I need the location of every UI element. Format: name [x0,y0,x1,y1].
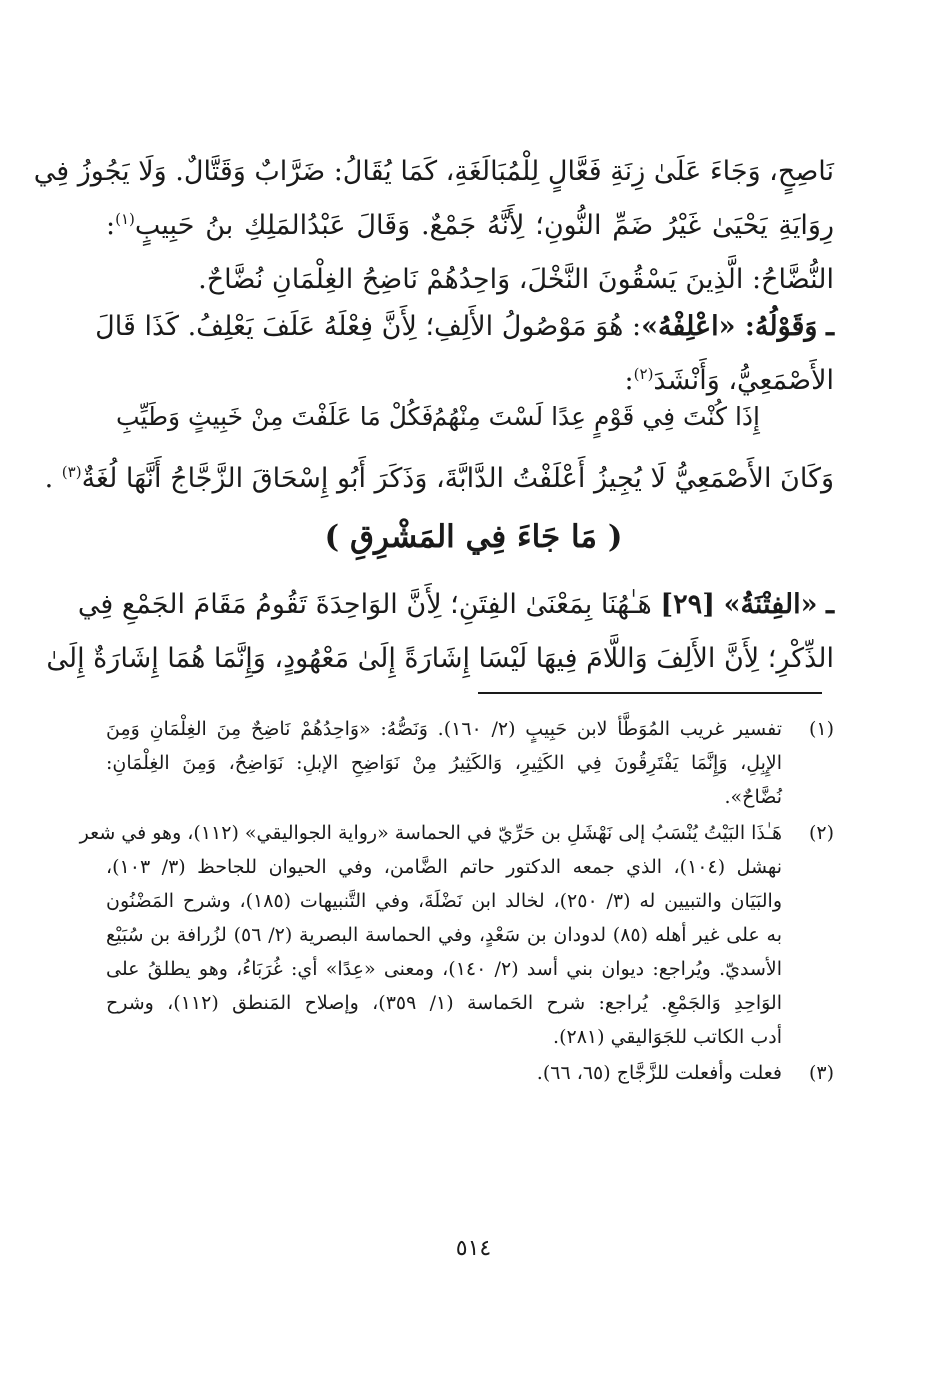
section-heading: ( مَا جَاءَ فِي المَشْرِقِ ) [324,519,623,555]
entry-dash: ـ [826,311,834,342]
text-line [44,452,834,506]
text-segment: هَـٰهُنَا بِمَعْنَىٰ الفِتَنِ؛ لِأَنَّ الوَاحِدَةَ تَقُومُ مَقَامَ الجَمْعِ فِي [77,589,652,620]
entry-dash: ـ [826,589,834,620]
footnote-body [106,1056,782,1090]
text-line [77,578,834,632]
footnote-line: والبَيَان والتبيين له (٣/ ٢٥٠)، لخالد ابن نَضْلَةَ، وفي التَّنبيهات (١٨٥)، وشرح المَضْنُون [106,890,783,912]
poetry-verse [106,402,834,442]
footnotes [79,712,834,1090]
entry-term: «الفِتْنَةُ» [723,589,818,620]
footnote-line: به على غير أهله (٨٥) لدودان بن سَعْدٍ، وفي الحماسة البصرية (٢/ ٥٦) لزُرافة بن سُبَيْع [106,924,783,946]
footnote-line: هَـٰذَا البَيْتُ يُنْسَبُ إلى نَهْشَلِ بن حَرِّيّ في الحماسة «رواية الجواليقي» (١١٢)، وهو في شعر [79,822,782,844]
footnote-body [79,816,783,1054]
text-line: الذِّكْرِ؛ لِأَنَّ الأَلِفَ وَاللَّامَ فِيهَا لَيْسَا إِشَارَةً إِلَىٰ مَعْهُودٍ، وَإِنَّمَا هُمَا إِشَارَةٌ إِلَىٰ [46,643,834,674]
verse-first-hemistich: إِذَا كُنْتَ فِي قَوْمٍ عِدًا لَسْتَ مِنْهُمُ [431,402,760,431]
footnote-line: الوَاحِدِ وَالجَمْعِ. يُراجع: شرح الحَماسة (١/ ٣٥٩)، وإصلاح المَنطق (١١٢)، وشرح [106,992,783,1014]
text-line [95,300,834,354]
footnote-2 [79,816,834,1054]
text-line [106,199,834,253]
paragraph-naadih [33,145,834,307]
verse-second-hemistich: فَكُلْ مَا عَلَفْتَ مِنْ خَبِيثٍ وَطَيِّبِ [116,402,434,431]
footnote-ref[interactable]: (١) [115,210,135,228]
entry-number: [٢٩] [660,589,715,620]
footnote-line: تفسير غريب المُوَطَّأ لابن حَبِيبٍ (٢/ ١٦٠). وَنَصُّهُ: «وَاحِدُهُمْ نَاضِحٌ مِنَ الغِلْمَانِ وَمِنَ [106,718,782,740]
footnote-ref[interactable]: (٢) [633,365,654,383]
page-number: ٥١٤ [455,1236,492,1261]
text-line: نَاصِحٍ، وَجَاءَ عَلَىٰ زِنَةِ فَعَّالٍ لِلْمُبَالَغَةِ، كَمَا يُقَالُ: ضَرَّابٌ وَقَتَّالٌ. وَلَا يَجُوزُ فِي [33,156,834,187]
text-line [106,354,834,408]
paragraph-after-verse [44,452,834,506]
entry-term: وَقَوْلُهُ: «اعْلِفْهُ» [641,311,818,342]
text-segment: وَكَانَ الأَصْمَعِيُّ لَا يُجِيزُ أَعْلَفْتُ الدَّابَّةَ، وَذَكَرَ أَبُو إِسْحَاقَ الزَّجَّاجُ أَنَّهَا لُغَةٌ [81,463,834,494]
text-segment: : هُوَ مَوْصُولُ الأَلِفِ؛ لِأَنَّ فِعْلَهُ عَلَفَ يَعْلِفُ. كَذَا قَالَ [95,311,642,342]
punctuation: : [106,210,116,241]
text-line: النُّضَّاحُ: الَّذِينَ يَسْقُونَ النَّخْلَ، وَاحِدُهُمْ نَاضِحُ الغِلْمَانِ نُضَّاحٌ. [198,264,834,295]
footnote-number: (٣) [808,1062,834,1084]
punctuation: : [624,365,634,396]
footnote-line: فعلت وأفعلت للزَّجَّاج (٦٥، ٦٦). [536,1062,782,1084]
footnote-ref[interactable]: (٣) [61,463,82,481]
footnote-separator [478,692,822,694]
footnote-line: نهشل (١٠٤)، الذي جمعه الدكتور حاتم الضَّامن، وفي الحيوان للجاحظ (٣/ ١٠٣)، [106,856,782,878]
footnote-line: الأسديّ. ويُراجع: ديوان بني أسد (٢/ ١٤٠)، ومعنى «عِدًا» أي: غُرَبَاءُ، وهو يطلقُ على [106,958,782,980]
footnote-line: نُضَّاحٌ». [724,786,782,808]
punctuation: . [44,463,54,494]
footnote-body [106,712,782,814]
footnote-number: (١) [808,718,834,740]
footnote-1 [106,712,834,814]
footnote-number: (٢) [808,822,834,844]
text-segment: رِوَايَةِ يَحْيَىٰ غَيْرُ ضَمِّ النُّونِ؛ لِأَنَّهُ جَمْعٌ. وَقَالَ عَبْدُالمَلِكِ بنُ حَبِيبٍ [134,210,834,241]
text-segment: الأَصْمَعِيُّ، وَأَنْشَدَ [653,365,834,396]
footnote-3 [106,1056,834,1090]
footnote-line: أدب الكاتب للجَوَاليقي (٢٨١). [553,1026,782,1048]
paragraph-i3lifhu [95,300,834,408]
paragraph-fitna [46,578,834,686]
footnote-line: الإِبِلِ، وَإِنَّمَا يَفْتَرِقُونَ فِي الكَثِيرِ، وَالكَثِيرُ مِنْ نَوَاضِحِ الإبلِ: نَوَاضِحُ، وَمِنَ الغِلْمَانِ: [106,752,782,774]
